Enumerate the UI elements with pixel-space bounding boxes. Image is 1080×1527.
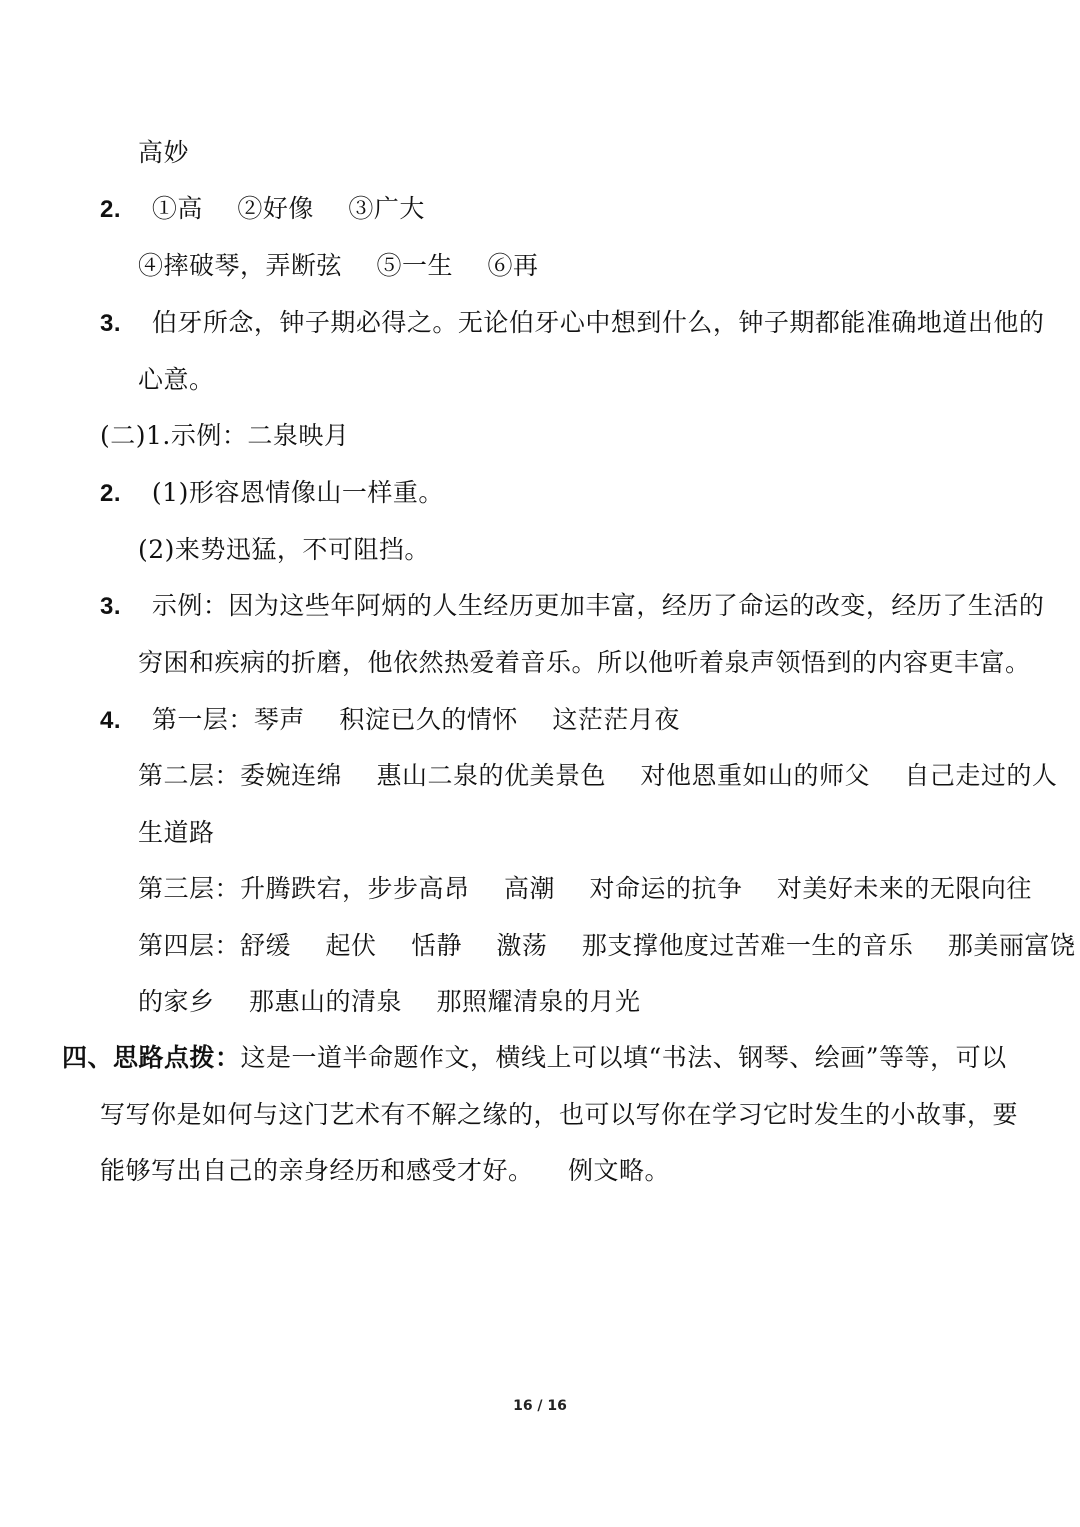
answer-text: 穷困和疾病的折磨，他依然热爱着音乐。所以他听着泉声领悟到的内容更丰富。 — [138, 648, 1031, 677]
text-line — [138, 873, 1032, 905]
answer-item: 惠山二泉的优美景色 — [376, 761, 606, 790]
paragraph-text: 这是一道半命题作文，横线上可以填“书法、钢琴、绘画”等等，可以 — [240, 1043, 1007, 1072]
answer-item: 对美好未来的无限向往 — [776, 874, 1032, 903]
answer-item: 的家乡 — [138, 987, 215, 1016]
question-3 — [100, 307, 1044, 340]
answer-item: 第三层：升腾跌宕，步步高昂 — [138, 874, 470, 903]
section-2-item-2 — [100, 477, 444, 510]
answer-item: 第一层：琴声 — [151, 705, 305, 734]
page-number: 16 / 16 — [513, 1398, 567, 1414]
answer-text: (2)来势迅猛，不可阻挡。 — [138, 535, 430, 564]
answer-text: 高妙 — [138, 138, 190, 167]
answer-text: (二)1.示例：二泉映月 — [100, 421, 350, 450]
section-2-item-3 — [100, 590, 1044, 623]
text-line — [138, 760, 1057, 792]
answer-item: 对他恩重如山的师父 — [640, 761, 870, 790]
answer-item: 对命运的抗争 — [589, 874, 743, 903]
answer-text: 生道路 — [138, 818, 215, 847]
answer-item: 恬静 — [410, 931, 462, 960]
section-4 — [62, 1042, 1007, 1074]
text-line — [100, 1155, 670, 1187]
answer-item: 高潮 — [503, 874, 555, 903]
answer-item: ⑤一生 — [376, 251, 453, 280]
answer-item: 起伏 — [325, 931, 377, 960]
question-2 — [100, 193, 425, 226]
section-2-item-4 — [100, 704, 680, 737]
text-line — [138, 930, 1075, 962]
answer-text: (1)形容恩情像山一样重。 — [151, 478, 444, 507]
section-2-item-1 — [100, 420, 349, 452]
answer-text: 心意。 — [138, 365, 215, 394]
question-number: 4. — [100, 707, 122, 734]
answer-text: 示例：因为这些年阿炳的人生经历更加丰富，经历了命运的改变，经历了生活的 — [151, 591, 1045, 620]
section-heading: 四、思路点拨： — [62, 1043, 241, 1072]
answer-item: 第二层：委婉连绵 — [138, 761, 343, 790]
text-line — [138, 364, 215, 396]
answer-item: 那照耀清泉的月光 — [436, 987, 641, 1016]
answer-item: 那支撑他度过苦难一生的音乐 — [581, 931, 914, 960]
answer-item: ③广大 — [348, 194, 425, 223]
text-line — [138, 137, 189, 169]
answer-item: 积淀已久的情怀 — [339, 705, 518, 734]
answer-item: ⑥再 — [487, 251, 539, 280]
question-number: 2. — [100, 480, 122, 507]
answer-item: 自己走过的人 — [904, 761, 1058, 790]
text-line — [138, 817, 215, 849]
answer-item: 那美丽富饶 — [947, 931, 1076, 960]
answer-item: ①高 — [151, 194, 203, 223]
answer-item: ④摔破琴，弄断弦 — [138, 251, 343, 280]
question-number: 3. — [100, 593, 122, 620]
question-number: 2. — [100, 196, 122, 223]
text-line — [138, 534, 430, 566]
text-line — [138, 986, 640, 1018]
text-line — [138, 250, 538, 282]
text-line — [100, 1099, 1018, 1131]
answer-item: 这茫茫月夜 — [552, 705, 680, 734]
paragraph-text: 能够写出自己的亲身经历和感受才好。 — [100, 1156, 534, 1185]
answer-item: ②好像 — [237, 194, 314, 223]
paragraph-text: 例文略。 — [567, 1156, 670, 1185]
text-line — [138, 647, 1031, 679]
answer-item: 激荡 — [496, 931, 548, 960]
paragraph-text: 写写你是如何与这门艺术有不解之缘的，也可以写你在学习它时发生的小故事，要 — [100, 1100, 1019, 1129]
answer-item: 那惠山的清泉 — [248, 987, 402, 1016]
answer-item: 第四层：舒缓 — [138, 931, 292, 960]
answer-text: 伯牙所念，钟子期必得之。无论伯牙心中想到什么，钟子期都能准确地道出他的 — [151, 308, 1045, 337]
question-number: 3. — [100, 310, 122, 337]
